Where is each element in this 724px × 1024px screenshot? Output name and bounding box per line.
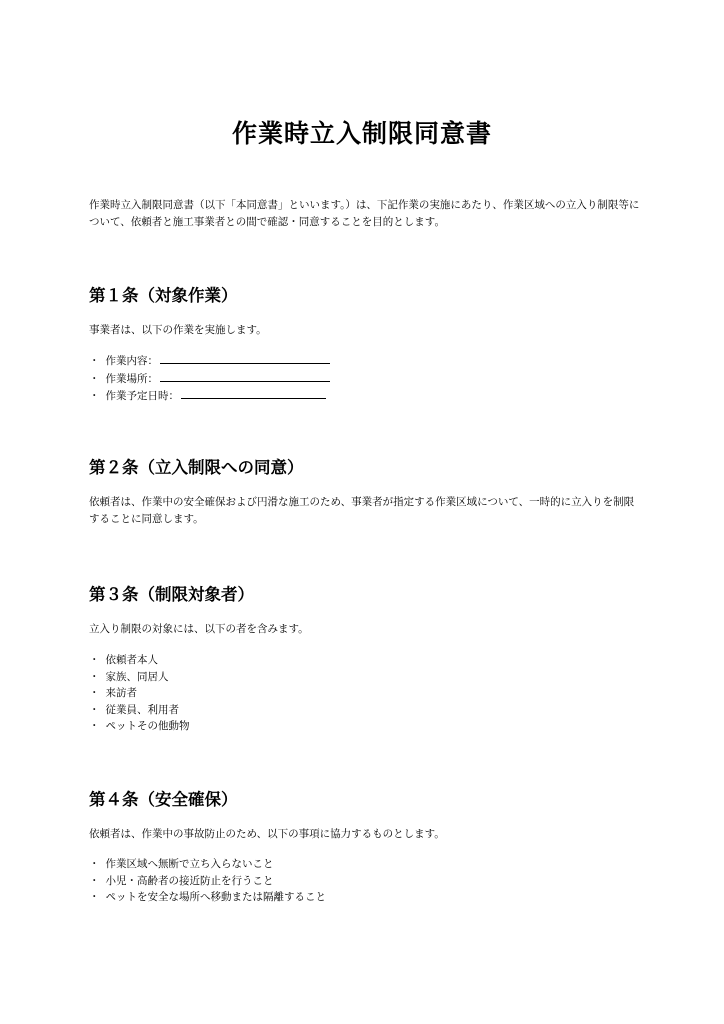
- bullet-mark: ・: [89, 390, 100, 402]
- article-2-lead: 依頼者は、作業中の安全確保および円滑な施工のため、事業者が指定する作業区域について、一時的に立入りを制限することに同意します。: [89, 496, 635, 525]
- article-1-heading: 第１条（対象作業）: [89, 286, 238, 305]
- article-4-list: [89, 856, 326, 906]
- list-item: [89, 669, 190, 686]
- blank-line: [181, 387, 326, 399]
- article-4-heading: 第４条（安全確保）: [89, 790, 238, 809]
- intro-paragraph: 作業時立入制限同意書（以下「本同意書」といいます。）は、下記作業の実施にあたり、作業区域への立入り制限等について、依頼者と施工事業者との間で確認・同意することを目的とします。: [89, 199, 640, 228]
- list-item: [89, 685, 190, 702]
- item-label: 依頼者本人: [105, 654, 158, 666]
- article-1-list: [89, 352, 330, 405]
- blank-line: [160, 352, 330, 364]
- list-item: [89, 889, 326, 906]
- list-item: [89, 873, 326, 890]
- bullet-mark: ・: [89, 372, 100, 385]
- article-4-lead: 依頼者は、作業中の事故防止のため、以下の事項に協力するものとします。: [89, 828, 445, 840]
- item-label: 作業場所：: [105, 372, 158, 385]
- document-title: 作業時立入制限同意書: [231, 119, 492, 148]
- bullet-mark: ・: [89, 687, 100, 699]
- bullet-mark: ・: [89, 355, 100, 367]
- item-label: ペットその他動物: [105, 720, 190, 732]
- list-item: [89, 352, 330, 370]
- item-label: 従業員、利用者: [105, 703, 179, 716]
- article-3-heading: 第３条（制限対象者）: [89, 585, 254, 604]
- list-item: [89, 387, 330, 405]
- list-item: [89, 652, 190, 669]
- article-3-list: [89, 652, 190, 735]
- item-label: 作業内容：: [105, 355, 158, 367]
- list-item: [89, 370, 330, 388]
- bullet-mark: ・: [89, 720, 100, 732]
- blank-line: [160, 370, 330, 382]
- bullet-mark: ・: [89, 874, 100, 887]
- article-2-heading: 第２条（立入制限への同意）: [89, 458, 304, 477]
- list-item: [89, 856, 326, 873]
- bullet-mark: ・: [89, 703, 100, 716]
- item-label: ペットを安全な場所へ移動または隔離すること: [105, 891, 326, 903]
- article-1-lead: 事業者は、以下の作業を実施します。: [89, 324, 267, 336]
- list-item: [89, 702, 190, 719]
- article-3-lead: 立入り制限の対象には、以下の者を含みます。: [89, 623, 309, 635]
- item-label: 作業区域へ無断で立ち入らないこと: [105, 858, 274, 870]
- bullet-mark: ・: [89, 891, 100, 903]
- bullet-mark: ・: [89, 858, 100, 870]
- bullet-mark: ・: [89, 670, 100, 683]
- bullet-mark: ・: [89, 654, 100, 666]
- list-item: [89, 718, 190, 735]
- item-label: 作業予定日時：: [105, 390, 179, 402]
- item-label: 家族、同居人: [105, 670, 169, 683]
- item-label: 来訪者: [105, 687, 137, 699]
- item-label: 小児・高齢者の接近防止を行うこと: [105, 874, 274, 887]
